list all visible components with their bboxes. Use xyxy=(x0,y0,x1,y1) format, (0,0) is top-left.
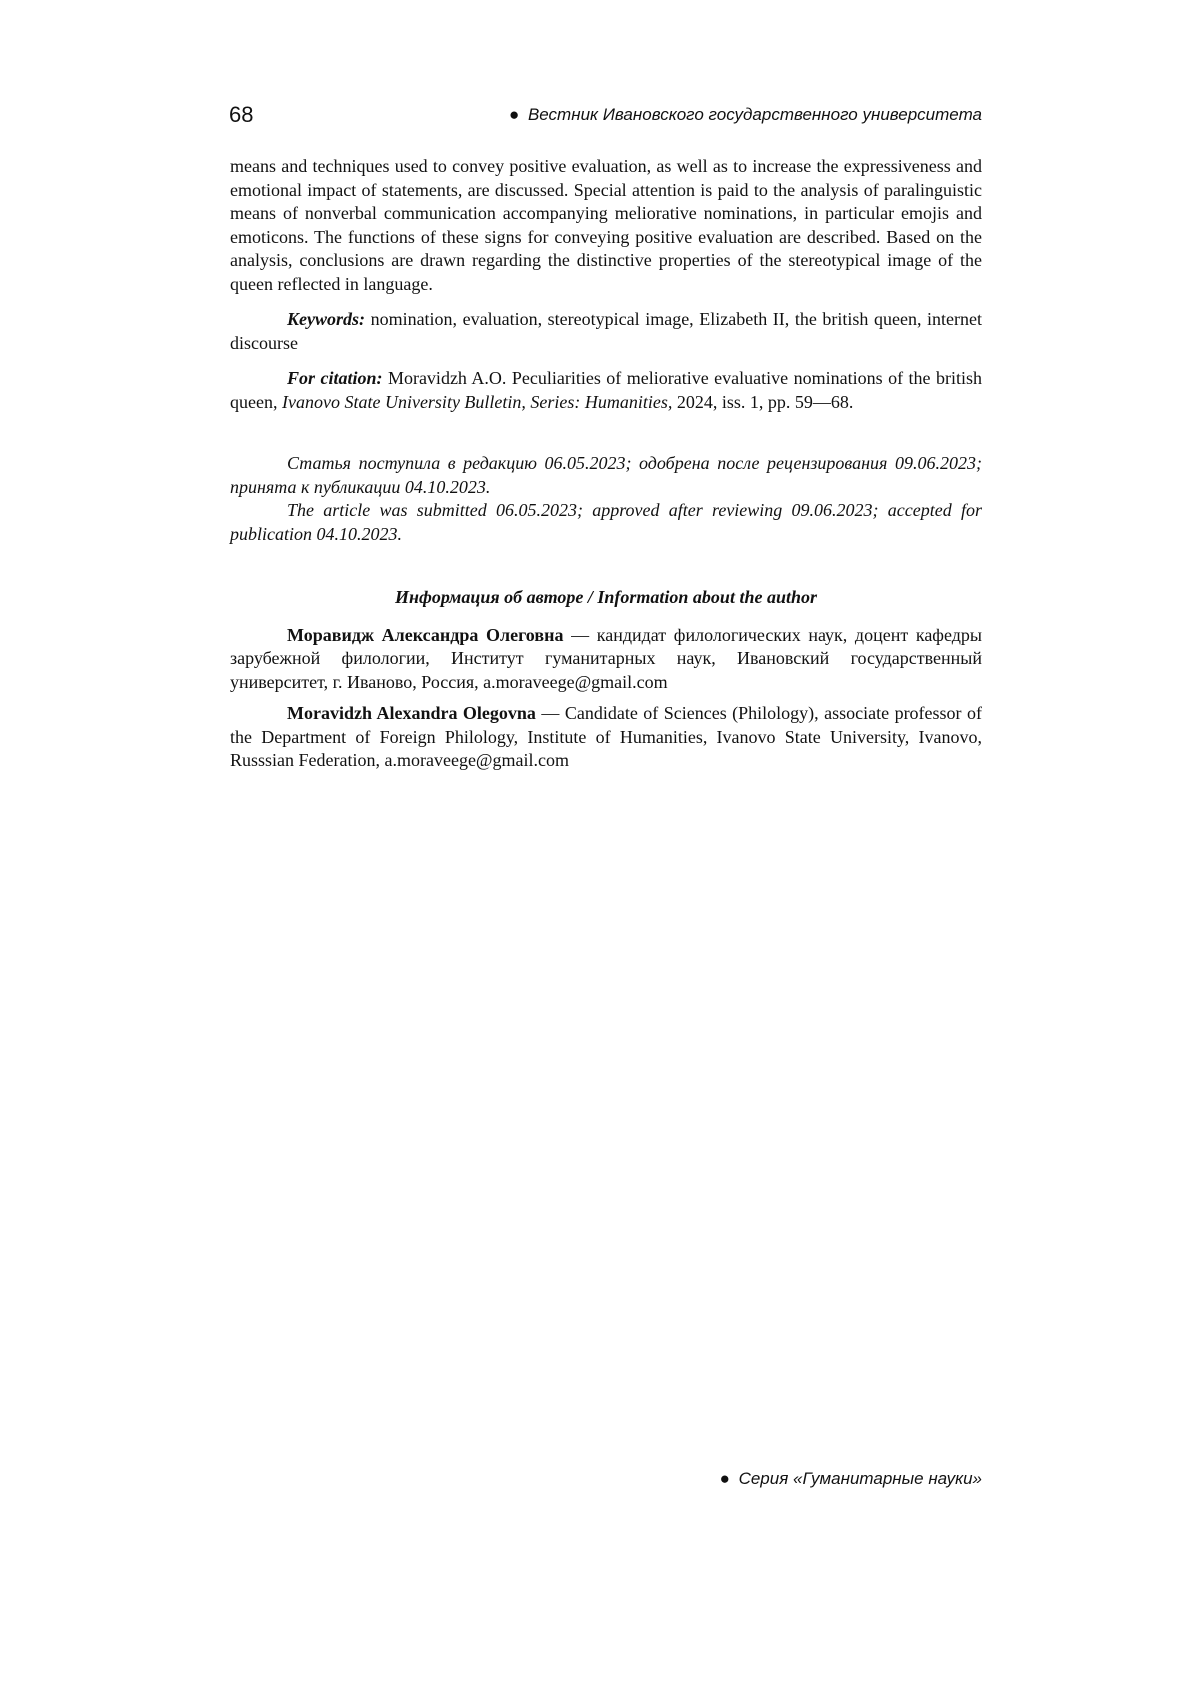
citation-details: 2024, iss. 1, pp. 59—68. xyxy=(672,391,854,412)
author-details-en: — Candidate of Sciences (Philology), associate professor of the Department of Foreign Philology, Institute of Humanities, Ivanovo State University, Ivanovo, Russsian Federation, a.moraveege@gmail.com xyxy=(230,703,982,770)
author-name-ru: Моравидж Александра Олеговна xyxy=(287,624,564,645)
author-info-heading: Информация об авторе / Information about the author xyxy=(395,587,817,607)
keywords-label: Keywords: xyxy=(287,309,365,329)
dates-en: The article was submitted 06.05.2023; approved after reviewing 09.06.2023; accepted for publication 04.10.2023. xyxy=(230,500,982,544)
citation-authors: Moravidzh A.O. Peculiarities of meliorative evaluative nominations of the british queen, xyxy=(230,368,982,412)
article-body xyxy=(230,155,982,773)
keywords-paragraph xyxy=(230,308,982,355)
bullet-icon: ● xyxy=(719,1469,730,1488)
citation-journal: Ivanovo State University Bulletin, Series: Humanities, xyxy=(281,391,673,412)
keywords-text: nomination, evaluation, stereotypical image, Elizabeth II, the british queen, internet discourse xyxy=(230,309,982,353)
bullet-icon: ● xyxy=(508,105,520,124)
dates-ru: Статья поступила в редакцию 06.05.2023; одобрена после рецензирования 09.06.2023; принята к публикации 04.10.2023. xyxy=(230,453,982,497)
journal-title: Вестник Ивановского государственного университета xyxy=(527,105,982,124)
citation-paragraph xyxy=(230,367,982,414)
running-footer xyxy=(720,1466,982,1492)
abstract-continuation: means and techniques used to convey positive evaluation, as well as to increase the expressiveness and emotional impact of statements, are discussed. Special attention is paid to the analysis of paralinguistic means of nonverbal communication accompanying meliorative nominations, in particular emojis and emoticons. The functions of these signs for conveying positive evaluation are described. Based on the analysis, conclusions are drawn regarding the distinctive properties of the stereotypical image of the queen reflected in language. xyxy=(230,156,982,294)
author-info-ru xyxy=(230,624,982,695)
author-info-en xyxy=(230,702,982,773)
author-details-ru: — кандидат филологических наук, доцент кафедры зарубежной филологии, Институт гуманитарных наук, Ивановский государственный университет, г. Иваново, Россия, a.moraveege@gmail.com xyxy=(230,624,982,692)
submission-dates xyxy=(230,452,982,546)
author-name-en: Moravidzh Alexandra Olegovna xyxy=(287,703,536,723)
running-header xyxy=(509,101,982,129)
citation-label: For citation: xyxy=(287,368,383,388)
page-number: 68 xyxy=(229,102,254,127)
series-title: Серия «Гуманитарные науки» xyxy=(738,1469,982,1488)
